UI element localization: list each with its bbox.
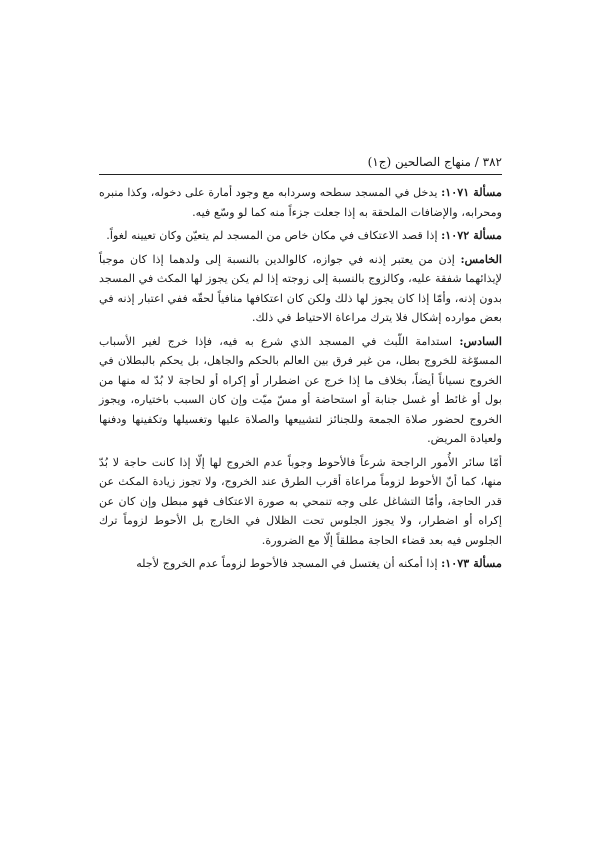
- running-header: ٣٨٢ / منهاج الصالحين (ج١): [367, 155, 502, 169]
- paragraph-text: يدخل في المسجد سطحه وسردابه مع وجود أمارة على دخوله، وكذا منبره ومحرابه، والإضافات الملحقة به إذا جعلت جزءاً منه كما لو وسّع فيه.: [99, 186, 502, 219]
- paragraph-lead: مسألة ١٠٧٣:: [441, 556, 502, 570]
- paragraph-text: أمّا سائر الأُمور الراجحة شرعاً فالأحوط وجوباً عدم الخروج لها إلّا إذا كانت حاجة لا بُدّ منها، كما أنّ الأحوط لزوماً مراعاة أقرب الطرق عند الخروج، ولا تجوز زيادة المكث عن قدر الحاجة، وأمّا التشاغل على وجه تنمحي به صورة الاعتكاف فهو مبطل وإن كان عن إكراه أو اضطرار، ولا يجوز الجلوس تحت الظلال في الخارج بل الأحوط لزوماً ترك الجلوس فيه بعد قضاء الحاجة مطلقاً إلّا مع الضرورة.: [99, 455, 502, 547]
- paragraph-masala-1072: [99, 226, 502, 246]
- header-rule: [99, 174, 502, 175]
- paragraph-text: إذن من يعتبر إذنه في جوازه، كالوالدين بالنسبة إلى ولدهما إذا كان موجباً لإيذائهما شفقة عليه، وكالزوج بالنسبة إلى زوجته إذا لم يكن يجوز لها المكث في المسجد بدون إذنه، وأمّا إذا كان يجوز لها ذلك ولكن كان اعتكافها منافياً لحقّه ففي اعتبار إذنه في بعض موارده إشكال فلا يترك مراعاة الاحتياط في ذلك.: [99, 252, 502, 324]
- paragraph-text: إذا أمكنه أن يغتسل في المسجد فالأحوط لزوماً عدم الخروج لأجله: [136, 557, 442, 570]
- paragraph-lead: السادس:: [459, 333, 502, 348]
- paragraph-sixth-condition: [99, 332, 502, 449]
- paragraph-fifth-condition: [99, 250, 502, 328]
- paragraph-lead: مسألة ١٠٧١:: [441, 185, 503, 199]
- paragraph-other-matters: [99, 453, 502, 551]
- paragraph-masala-1073: [99, 554, 502, 574]
- paragraph-text: إذا قصد الاعتكاف في مكان خاص من المسجد لم يتعيّن وكان تعيينه لغواً.: [106, 229, 442, 242]
- paragraph-lead: مسألة ١٠٧٢:: [441, 228, 502, 242]
- page-body: [99, 183, 502, 578]
- paragraph-masala-1071: [99, 183, 502, 222]
- paragraph-text: استدامة اللّبث في المسجد الذي شرع به فيه، فإذا خرج لغير الأسباب المسوّغة للخروج بطل، من غير فرق بين العالم بالحكم والجاهل، بل يحكم بالبطلان في الخروج نسياناً أيضاً، بخلاف ما إذا خرج عن اضطرار أو إكراه أو لحاجة لا بُدّ له منها من بول أو غائط أو غسل جنابة أو استحاضة أو مسّ ميّت وإن كان السبب باختياره، ويجوز الخروج لحضور صلاة الجمعة وللجنائز لتشييعها والصلاة عليها وتغسيلها وتكفينها ودفنها ولعيادة المريض.: [99, 334, 502, 445]
- paragraph-lead: الخامس:: [460, 251, 502, 266]
